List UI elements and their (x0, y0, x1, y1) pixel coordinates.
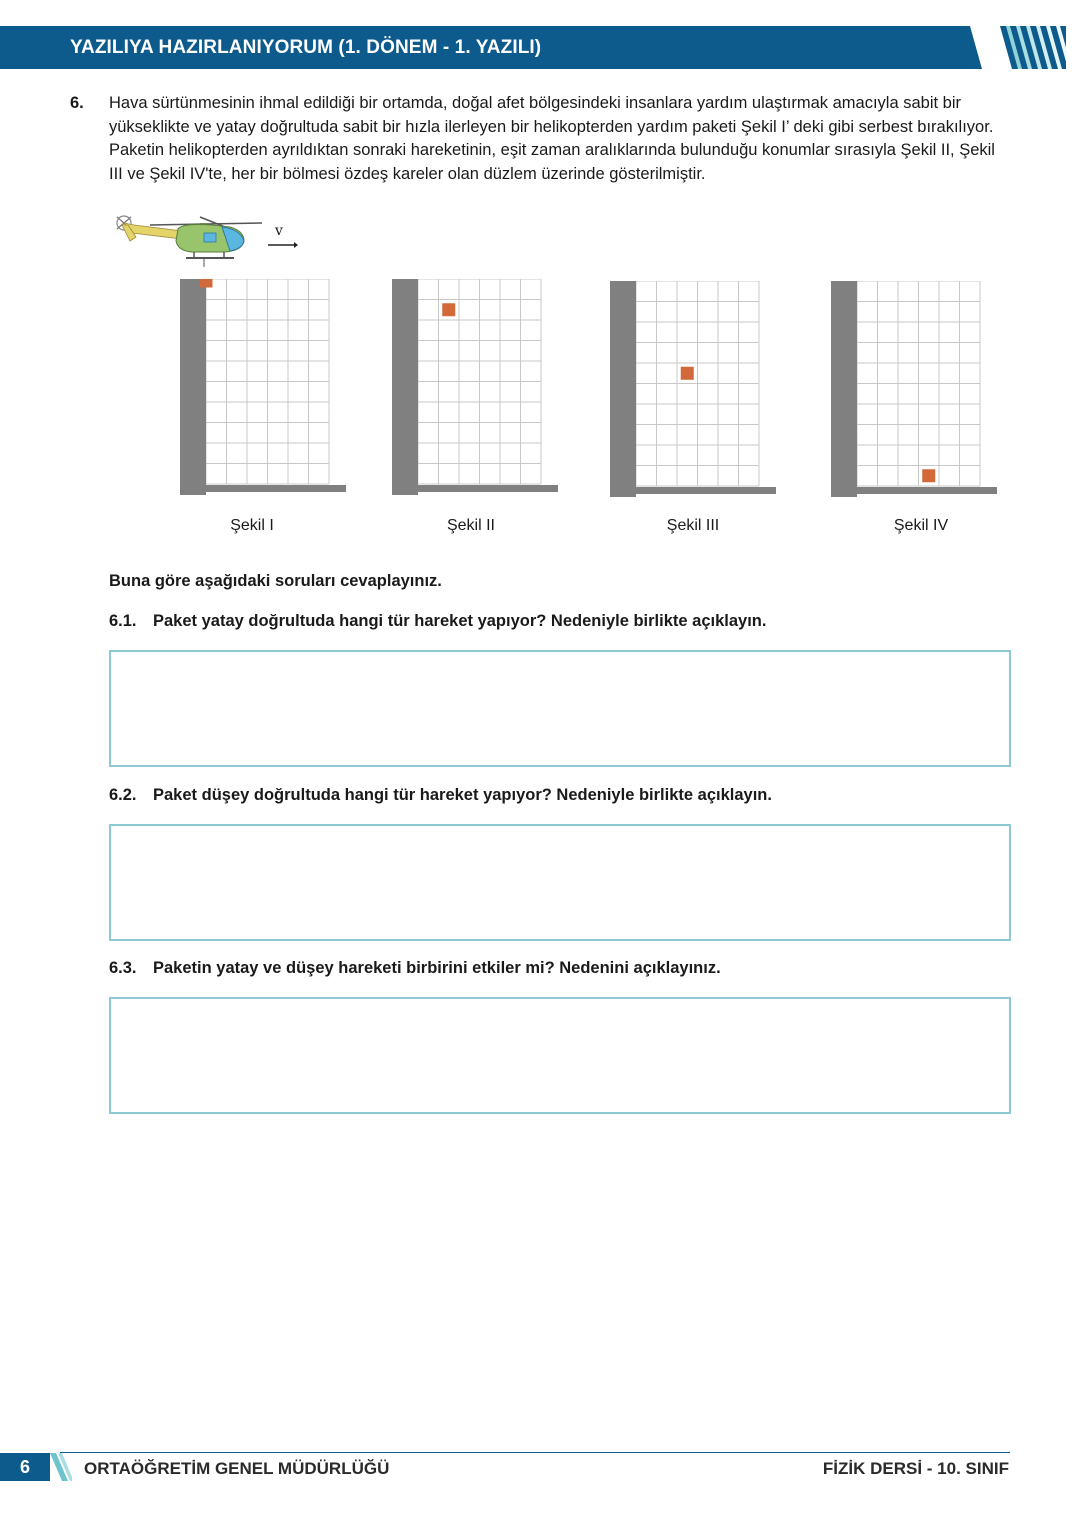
page-number: 6 (0, 1453, 50, 1481)
header-stripes-decoration (970, 26, 1080, 69)
aid-package (442, 303, 455, 316)
grid-panel-2 (392, 279, 558, 497)
wall (831, 281, 857, 497)
footer-divider (60, 1452, 1010, 1453)
ground (831, 487, 997, 494)
question-number: 6. (70, 94, 84, 112)
wall (392, 279, 418, 495)
answer-box-6-2[interactable] (109, 824, 1011, 941)
sub-question-6-3 (109, 959, 721, 978)
sub-question-text: Paket düşey doğrultuda hangi tür hareket yapıyor? Nedeniyle birlikte açıklayın. (153, 786, 772, 804)
answer-box-6-3[interactable] (109, 997, 1011, 1114)
footer-institution: ORTAÖĞRETİM GENEL MÜDÜRLÜĞÜ (84, 1459, 390, 1478)
sub-question-number: 6.1. (109, 612, 137, 630)
sub-question-number: 6.3. (109, 959, 137, 977)
sub-question-text: Paket yatay doğrultuda hangi tür hareket yapıyor? Nedeniyle birlikte açıklayın. (153, 612, 767, 630)
aid-package (681, 367, 694, 380)
caption-sekil-2: Şekil II (446, 517, 495, 534)
caption-sekil-4: Şekil IV (893, 517, 949, 534)
sub-question-number: 6.2. (109, 786, 137, 804)
ground (180, 485, 346, 492)
caption-sekil-3: Şekil III (666, 517, 720, 534)
grid-panel-4 (831, 281, 997, 499)
caption-sekil-1: Şekil I (230, 517, 274, 534)
wall (180, 279, 206, 495)
sub-question-text: Paketin yatay ve düşey hareketi birbirini etkiler mi? Nedenini açıklayınız. (153, 959, 721, 977)
header-bar (0, 26, 1080, 69)
aid-package (200, 279, 213, 288)
wall (610, 281, 636, 497)
helicopter-icon (112, 205, 272, 267)
instruction-text: Buna göre aşağıdaki soruları cevaplayınız. (109, 572, 442, 590)
grid-panel-3 (610, 281, 776, 499)
sub-question-6-2 (109, 786, 772, 805)
answer-box-6-1[interactable] (109, 650, 1011, 767)
ground (392, 485, 558, 492)
sub-question-6-1 (109, 612, 766, 631)
ground (610, 487, 776, 494)
figure-area (0, 195, 1080, 555)
velocity-label: v (275, 223, 283, 239)
footer-stripes-decoration (48, 1453, 72, 1481)
grid-panel-1 (180, 279, 346, 497)
header-title: YAZILIYA HAZIRLANIYORUM (1. DÖNEM - 1. YAZILI) (70, 37, 542, 58)
footer-course: FİZİK DERSİ - 10. SINIF (822, 1459, 1009, 1478)
question-text: Hava sürtünmesinin ihmal edildiği bir ortamda, doğal afet bölgesindeki insanlara yardım ulaştırmak amacıyla sabit bir yükseklikte ve yatay doğrultuda sabit bir hızla ilerleyen bir helikopterden yardım paketi Şekil I’ deki gibi serbest bırakılıyor. Paketin helikopterden ayrıldıktan sonraki hareketinin, eşit zaman aralıklarında bulunduğu konumlar sırasıyla Şekil II, Şekil III ve Şekil IV'te, her bir bölmesi özdeş kareler olan düzlem üzerinde gösterilmiştir. (109, 94, 995, 183)
aid-package (922, 469, 935, 482)
